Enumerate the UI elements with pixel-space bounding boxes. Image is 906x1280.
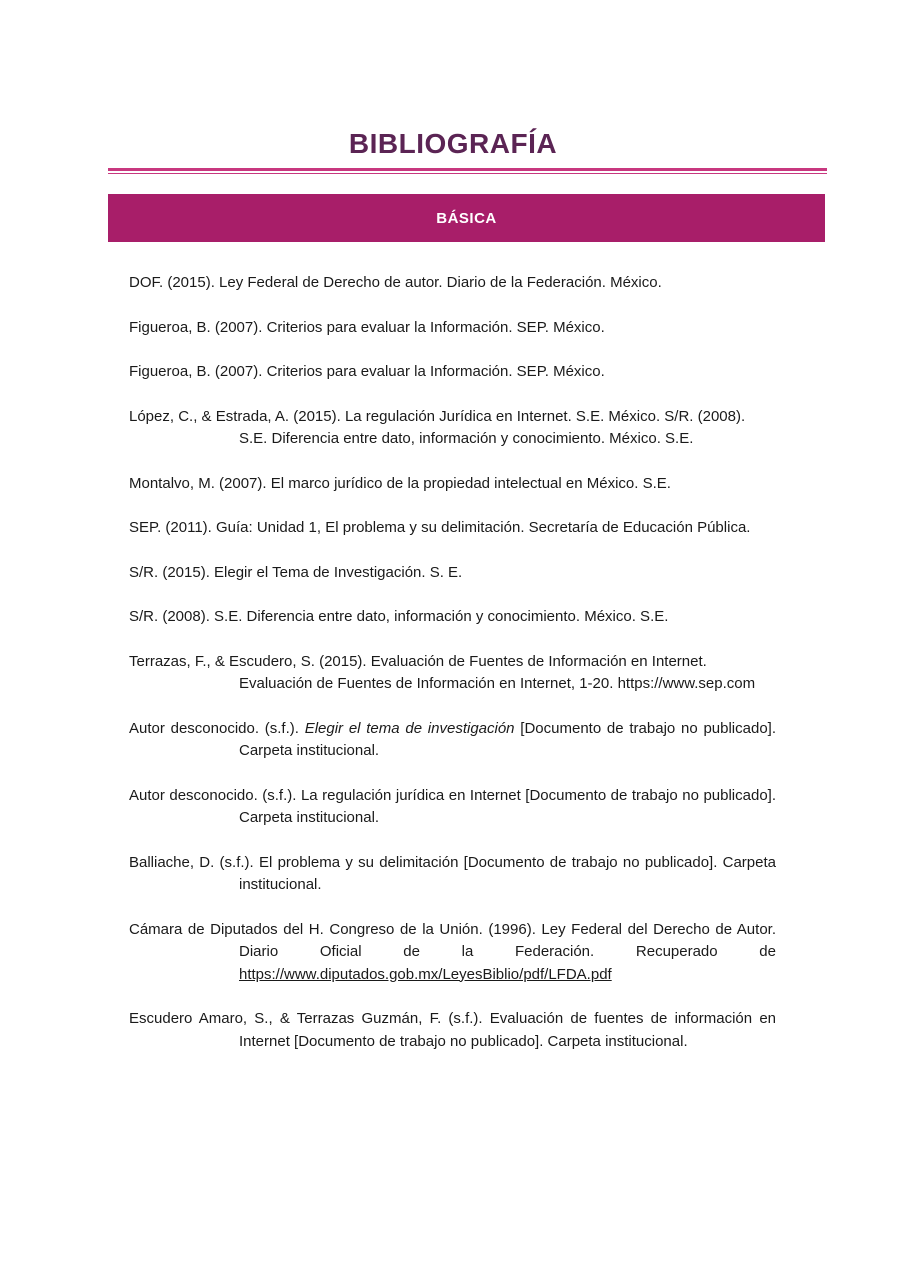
section-header-label: BÁSICA <box>436 209 497 227</box>
bibliography-entry <box>129 406 776 451</box>
entry-text: Autor desconocido. (s.f.). La regulación jurídica en Internet [Documento de trabajo no publicado]. Carpeta institucional. <box>129 786 776 826</box>
entry-text: Balliache, D. (s.f.). El problema y su delimitación [Documento de trabajo no publicado]. Carpeta institucional. <box>129 853 776 893</box>
entry-url-link[interactable]: https://www.diputados.gob.mx/LeyesBiblio/pdf/LFDA.pdf <box>239 965 612 983</box>
entry-text: Terrazas, F., & Escudero, S. (2015). Evaluación de Fuentes de Información en Internet. Evaluación de Fuentes de Información en Internet, 1-20. https://www.sep.com <box>129 652 756 692</box>
entry-text: Montalvo, M. (2007). El marco jurídico de la propiedad intelectual en México. S.E. <box>129 474 671 492</box>
bibliography-entry <box>129 852 776 897</box>
entry-text: S/R. (2008). S.E. Diferencia entre dato, información y conocimiento. México. S.E. <box>129 608 669 625</box>
entry-text: López, C., & Estrada, A. (2015). La regulación Jurídica en Internet. S.E. México. S/R. (2008). S.E. Diferencia entre dato, información y conocimiento. México. S.E. <box>129 407 746 447</box>
entry-text: Escudero Amaro, S., & Terrazas Guzmán, F. (s.f.). Evaluación de fuentes de información en Internet [Documento de trabajo no publicado]. Carpeta institucional. <box>129 1010 776 1050</box>
bibliography-entry <box>129 361 776 384</box>
entry-text: [Documento de trabajo no publicado]. Carpeta institucional. <box>239 719 776 759</box>
page-title: BIBLIOGRAFÍA <box>348 128 558 159</box>
title-divider <box>108 168 827 174</box>
entry-text: Cámara de Diputados del H. Congreso de la Unión. (1996). Ley Federal del Derecho de Autor. Diario Oficial de la Federación. Recuperado de <box>129 920 776 960</box>
bibliography-entry <box>129 517 776 540</box>
bibliography-entry <box>129 718 776 763</box>
entry-text: DOF. (2015). Ley Federal de Derecho de autor. Diario de la Federación. México. <box>129 274 662 291</box>
entry-text: Figueroa, B. (2007). Criterios para evaluar la Información. SEP. México. <box>129 363 605 380</box>
bibliography-entry <box>129 651 776 696</box>
section-header-basica <box>108 194 825 242</box>
bibliography-entry <box>129 562 776 585</box>
bibliography-entry <box>129 919 776 987</box>
entry-text: Figueroa, B. (2007). Criterios para evaluar la Información. SEP. México. <box>129 318 605 336</box>
bibliography-entry <box>129 1008 776 1053</box>
entry-text: S/R. (2015). Elegir el Tema de Investigación. S. E. <box>129 563 463 581</box>
entry-text: SEP. (2011). Guía: Unidad 1, El problema y su delimitación. Secretaría de Educación Pública. <box>129 519 751 536</box>
bibliography-entry <box>129 785 776 830</box>
entry-text: Autor desconocido. (s.f.). <box>129 719 305 737</box>
entry-title-italic: Elegir el tema de investigación <box>304 719 515 737</box>
bibliography-entry <box>129 473 776 496</box>
bibliography-list <box>129 272 776 1075</box>
bibliography-entry <box>129 606 776 629</box>
bibliography-entry <box>129 272 776 295</box>
bibliography-entry <box>129 317 776 340</box>
